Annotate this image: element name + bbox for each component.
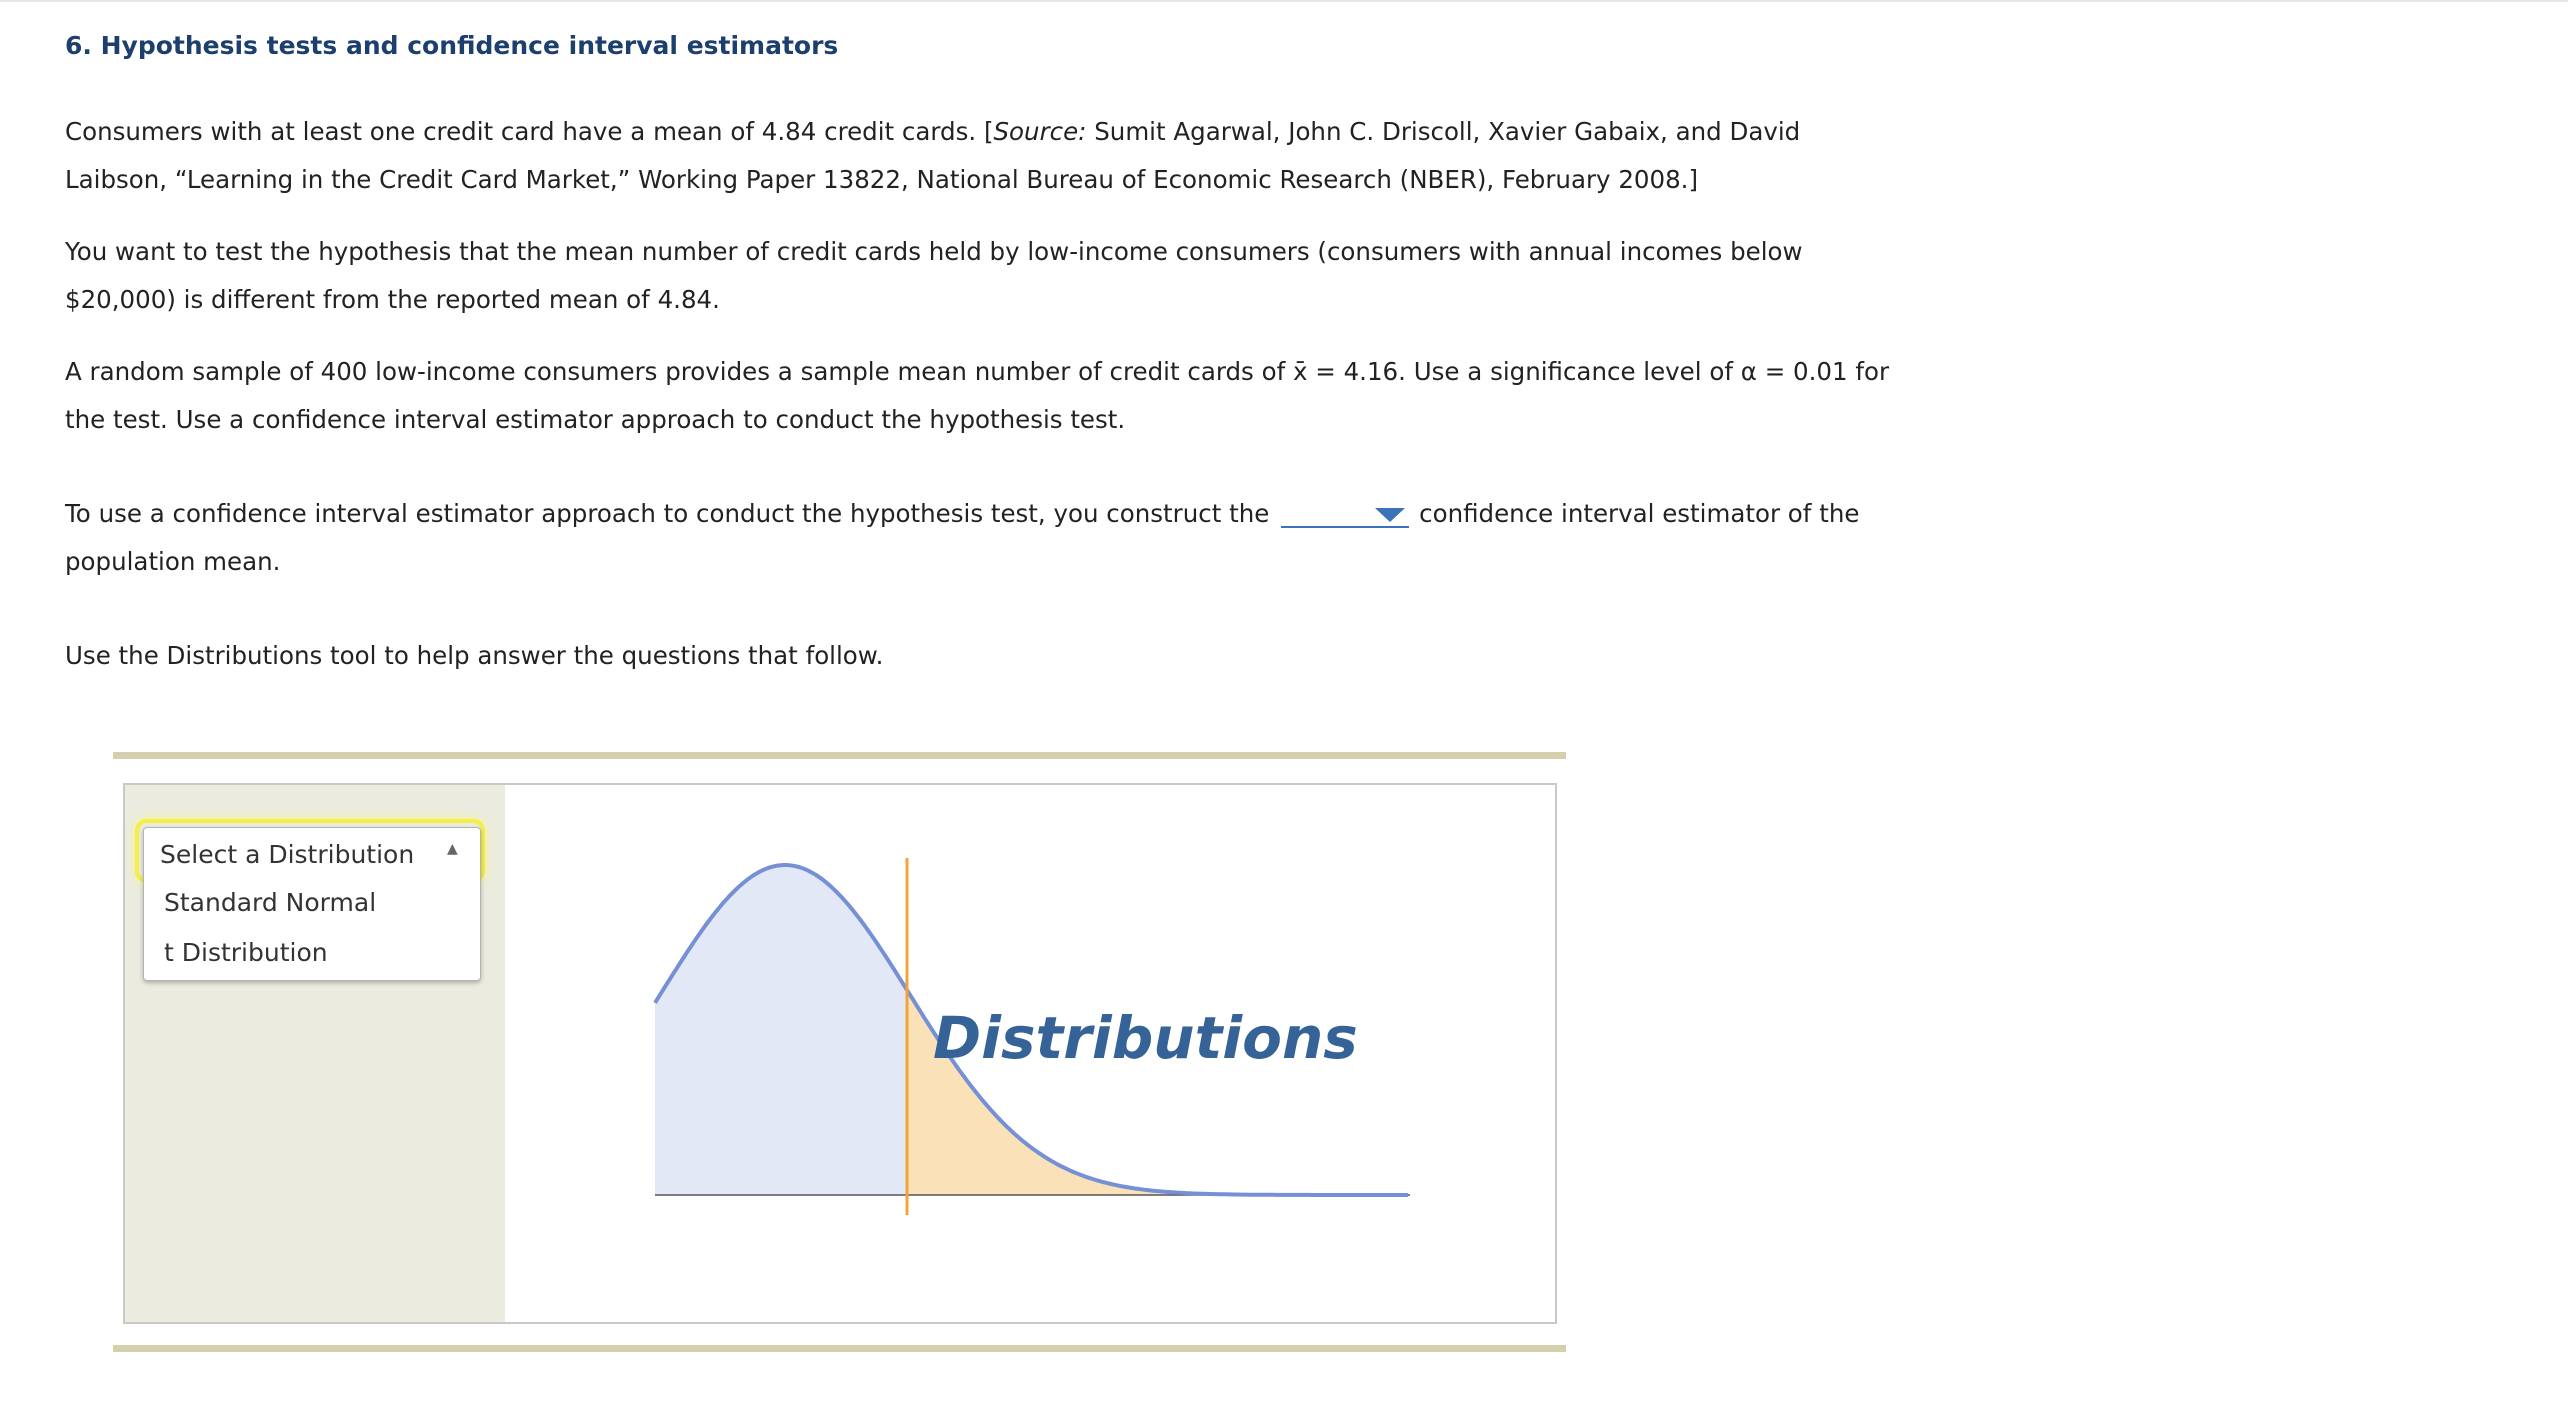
distribution-select-header[interactable]: [144, 828, 480, 876]
question-text-after: confidence interval estimator of the population mean.: [65, 499, 1860, 576]
source-label: Source:: [993, 117, 1087, 146]
distribution-select-label: Select a Distribution: [160, 840, 415, 869]
tool-top-rule: [113, 752, 1566, 759]
tool-side-panel: [125, 785, 505, 1322]
question-body: [65, 30, 1905, 680]
distributions-graphic: [505, 785, 1555, 1322]
paragraph-instructions: Use the Distributions tool to help answer the questions that follow.: [65, 641, 884, 670]
paragraph-context: [65, 108, 1905, 204]
distributions-wordmark: Distributions: [933, 1004, 1358, 1072]
top-divider: [0, 0, 2568, 2]
tool-bottom-rule: [113, 1345, 1566, 1352]
option-t-distribution[interactable]: t Distribution: [164, 938, 328, 967]
option-standard-normal[interactable]: Standard Normal: [164, 888, 377, 917]
dropdown-arrow-icon: [1375, 508, 1405, 522]
paragraph-sample: A random sample of 400 low-income consumers provides a sample mean number of credit cards of x̄ = 4.16. Use a significance level of α = 0.01 for the test. Use a confidence interval estimator approach to conduct the hypothesis test.: [65, 357, 1890, 434]
confidence-level-dropdown[interactable]: [1281, 498, 1409, 528]
question-title: 6. Hypothesis tests and confidence interval estimators: [65, 31, 839, 60]
question-text-before: To use a confidence interval estimator approach to conduct the hypothesis test, you construct the: [65, 499, 1270, 528]
context-text-a: Consumers with at least one credit card have a mean of 4.84 credit cards. [: [65, 117, 994, 146]
paragraph-hypothesis: You want to test the hypothesis that the mean number of credit cards held by low-income consumers (consumers with annual incomes below $20,000) is different from the reported mean of 4.84.: [65, 237, 1803, 314]
paragraph-question: [65, 490, 1905, 586]
distributions-tool: [123, 783, 1557, 1324]
caret-up-icon: ▲: [447, 841, 458, 857]
distribution-select[interactable]: [143, 827, 481, 981]
context-text-b: Sumit Agarwal, John C. Driscoll, Xavier Gabaix, and David Laibson, “Learning in the Credit Card Market,” Working Paper 13822, National Bureau of Economic Research (NBER), February 2008.]: [65, 117, 1801, 194]
